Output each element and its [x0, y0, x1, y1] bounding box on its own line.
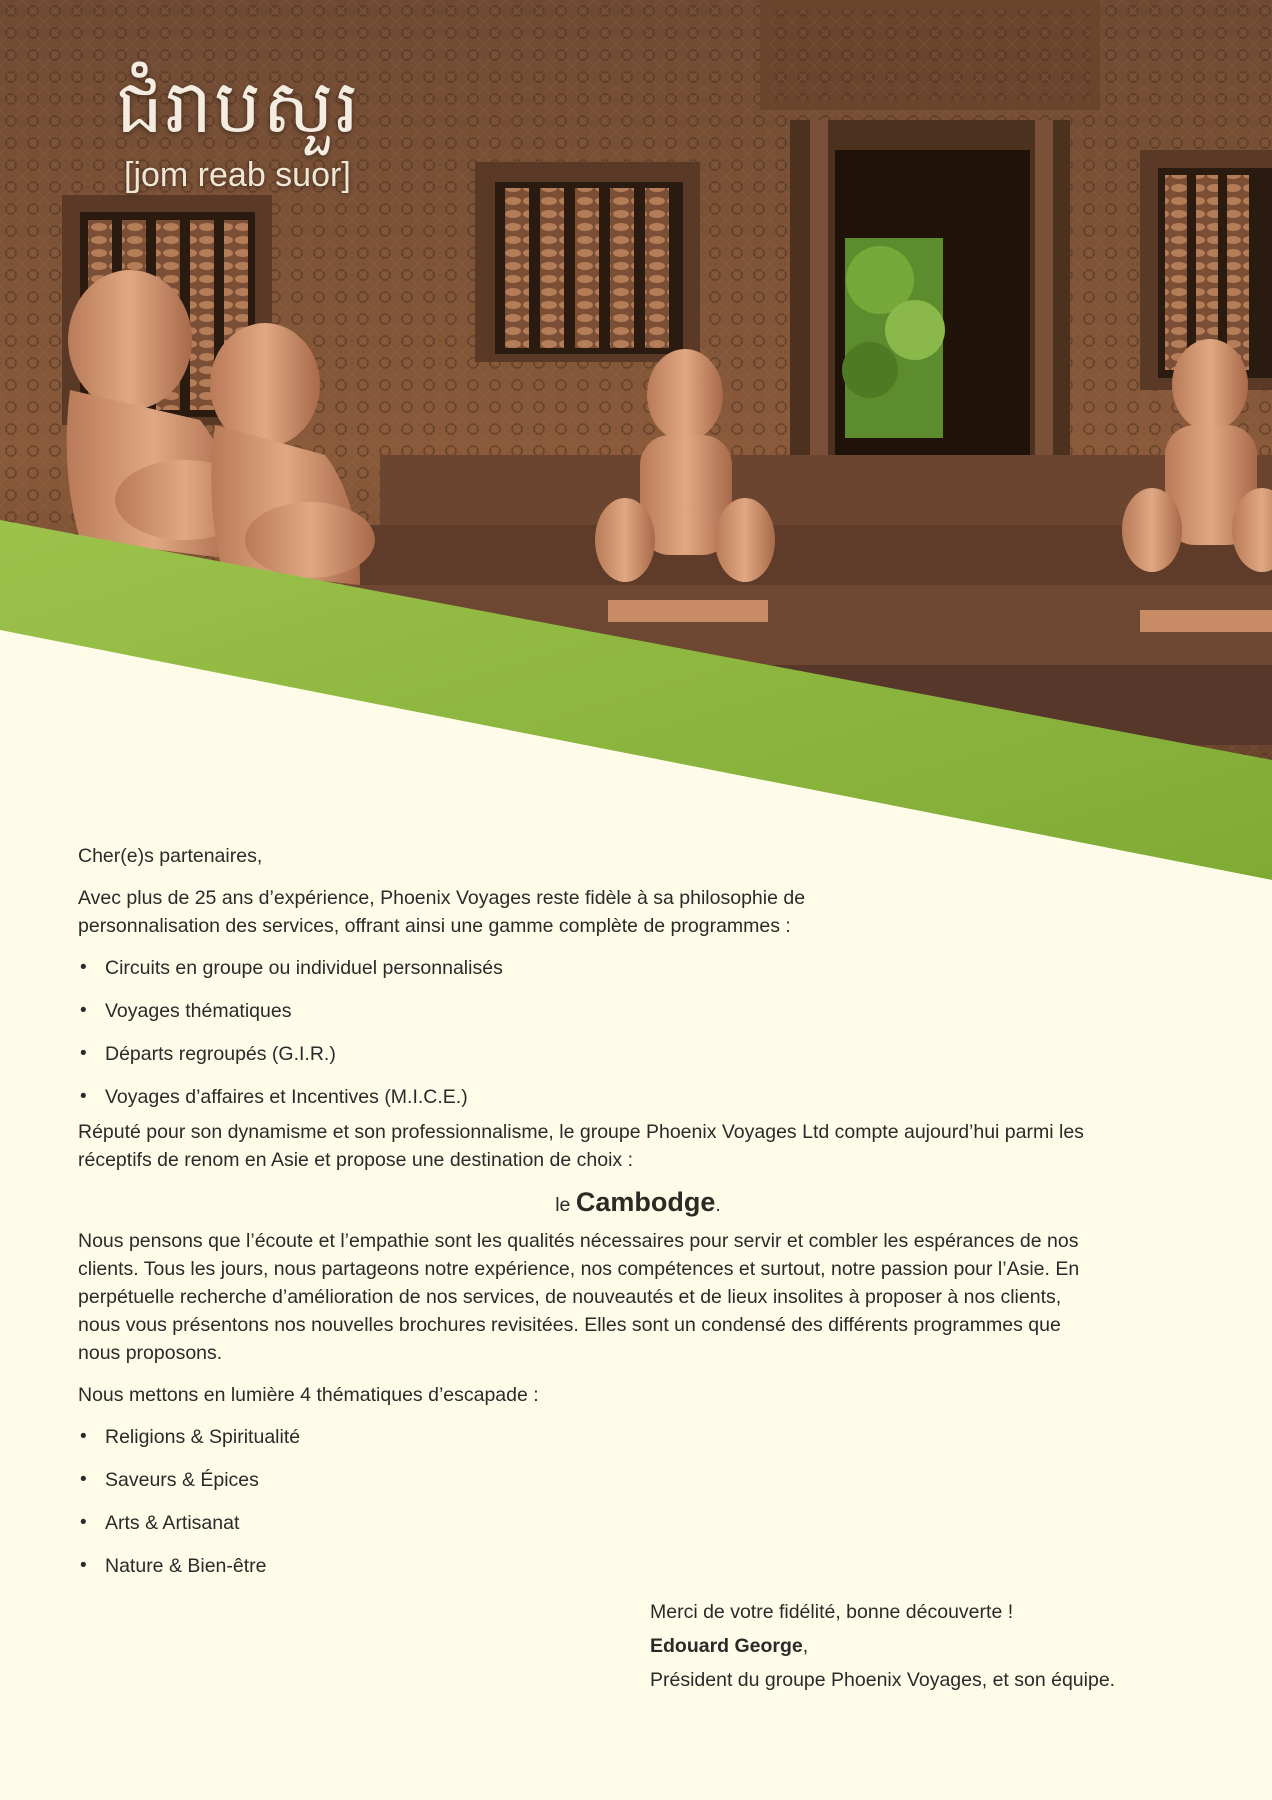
signer-name: Edouard George: [650, 1635, 803, 1657]
destination-prefix: le: [555, 1194, 571, 1216]
list-item: • Nature & Bien-être: [78, 1552, 1198, 1580]
intro-line: Avec plus de 25 ans d’expérience, Phoenix Voyages reste fidèle à sa philosophie de: [78, 887, 806, 909]
list-item: • Départs regroupés (G.I.R.): [78, 1040, 1198, 1068]
theme-list: [78, 1423, 1198, 1580]
signer-name-suffix: ,: [802, 1635, 809, 1657]
signer-line: [650, 1632, 1115, 1660]
destination-name: Cambodge: [575, 1187, 716, 1217]
list-item: • Voyages d’affaires et Incentives (M.I.C.E.): [78, 1083, 1198, 1111]
list-item: • Saveurs & Épices: [78, 1466, 1198, 1494]
values-paragraph: [78, 1227, 1198, 1367]
signature-block: [650, 1598, 1115, 1700]
list-item: • Voyages thématiques: [78, 997, 1198, 1025]
list-item: • Religions & Spiritualité: [78, 1423, 1198, 1451]
intro-line: personnalisation des services, offrant ainsi une gamme complète de programmes :: [78, 915, 791, 937]
greeting-block: [116, 64, 361, 195]
intro-paragraph: [78, 884, 1198, 940]
center-window: [475, 162, 700, 362]
doorway: [760, 0, 1100, 510]
destination-line: [78, 1188, 1198, 1219]
greeting-romanization: [jom reab suor]: [124, 156, 351, 194]
khmer-greeting: ជំរាបសួរ: [116, 64, 361, 150]
letter-body: [78, 842, 1198, 1595]
thanks-line: Merci de votre fidélité, bonne découverte !: [650, 1601, 1014, 1623]
signer-role: Président du groupe Phoenix Voyages, et son équipe.: [650, 1669, 1116, 1691]
destination-suffix: .: [715, 1194, 721, 1216]
values-line: nous proposons.: [78, 1342, 223, 1364]
values-line: nous vous présentons nos nouvelles brochures revisitées. Elles sont un condensé des différents programmes que: [78, 1314, 1061, 1336]
reputation-line: Réputé pour son dynamisme et son professionnalisme, le groupe Phoenix Voyages Ltd compte aujourd’hui parmi les: [78, 1121, 1084, 1143]
values-line: Nous pensons que l’écoute et l’empathie sont les qualités nécessaires pour servir et combler les espérances de nos: [78, 1230, 1079, 1252]
list-item: • Arts & Artisanat: [78, 1509, 1198, 1537]
list-item: • Circuits en groupe ou individuel personnalisés: [78, 954, 1198, 982]
values-line: clients. Tous les jours, nous partageons notre expérience, nos compétences et surtout, notre passion pour l’Asie. En: [78, 1258, 1080, 1280]
themes-intro: Nous mettons en lumière 4 thématiques d’escapade :: [78, 1384, 539, 1406]
salutation: Cher(e)s partenaires,: [78, 845, 263, 867]
program-list: [78, 954, 1198, 1111]
reputation-paragraph: [78, 1118, 1198, 1174]
values-line: perpétuelle recherche d’amélioration de nos services, de nouveautés et de lieux insolites à proposer à nos clients,: [78, 1286, 1062, 1308]
reputation-line: réceptifs de renom en Asie et propose une destination de choix :: [78, 1149, 634, 1171]
